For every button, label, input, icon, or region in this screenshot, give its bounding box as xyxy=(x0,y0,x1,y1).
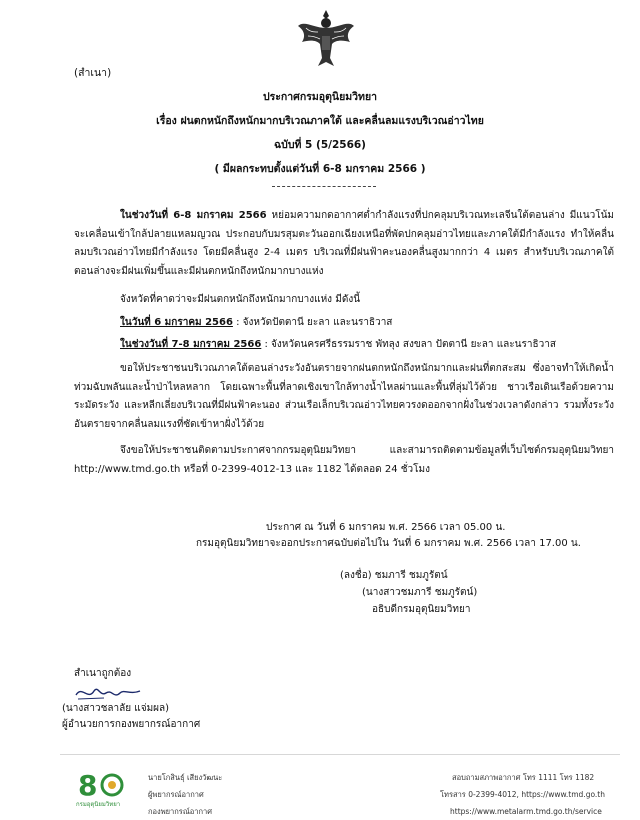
footer-divider xyxy=(60,754,620,755)
effective-date: ( มีผลกระทบตั้งแต่วันที่ 6-8 มกราคม 2566 ) xyxy=(214,163,426,175)
copy-label: (สำเนา) xyxy=(74,67,112,79)
footer-contact-fax[interactable] xyxy=(440,786,605,803)
certified-label: สำเนาถูกต้อง xyxy=(74,668,132,679)
garuda-emblem-icon xyxy=(296,6,356,70)
signature-signed: (ลงชื่อ) ชมภารี ชมภูรัตน์ xyxy=(340,570,448,581)
forecast-day-1-label: ในวันที่ 6 มกราคม 2566 xyxy=(120,317,233,328)
announce-time: ประกาศ ณ วันที่ 6 มกราคม พ.ศ. 2566 เวลา 05.00 น. xyxy=(266,522,506,533)
situation-text: หย่อมความกดอากาศต่ำกำลังแรงที่ปกคลุมบริเวณทะเลจีนใต้ตอนล่าง มีแนวโน้มจะเคลื่อนเข้าใกล้ปลายแหลมญวณ ประกอบกับมรสุมตะวันออกเฉียงเหนือที่พัดปกคลุมอ่าวไทยและภาคใต้มีกำลังแรง ทำให้คลื่นลมบริเวณอ่าวไทยมีกำลังแรง โดยมีคลื่นสูง 2-4 เมตร บริเวณที่มีฝนฟ้าคะนองคลื่นสูงมากกว่า 4 เมตร สำหรับบริเวณภาคใต้ตอนล่างจะมีฝนเพิ่มขึ้นและมีฝนตกหนักถึงหนักมากบางแห่ง xyxy=(74,210,614,277)
forecast-day-1 xyxy=(120,315,392,331)
forecast-day-2 xyxy=(120,337,556,353)
announcement-subject: เรื่อง ฝนตกหนักถึงหนักมากบริเวณภาคใต้ และคลื่นลมแรงบริเวณอ่าวไทย xyxy=(156,115,484,127)
forecast-day-1-provinces: : จังหวัดปัตตานี ยะลา และนราธิวาส xyxy=(232,317,393,328)
paragraph-warning: ขอให้ประชาชนบริเวณภาคใต้ตอนล่างระวังอันตรายจากฝนตกหนักถึงหนักมากและฝนที่ตกสะสม ซึ่งอาจทำให้เกิดน้ำท่วมฉับพลันและน้ำป่าไหลหลาก โดยเฉพาะพื้นที่ลาดเชิงเขาใกล้ทางน้ำไหลผ่านและพื้นที่ลุ่มไว้ด้วย ชาวเรือเดินเรือด้วยความระมัดระวัง และหลีกเลี่ยงบริเวณที่มีฝนฟ้าคะนอง ส่วนเรือเล็กบริเวณอ่าวไทยควรงดออกจากฝั่งในช่วงเวลาดังกล่าว รวมทั้งระวังอันตรายจากคลื่นลมแรงที่ซัดเข้าหาฝั่งไว้ด้วย xyxy=(74,363,614,430)
signature-name: (นางสาวชมภารี ชมภูรัตน์) xyxy=(362,587,478,598)
paragraph-follow-up: จึงขอให้ประชาชนติดตามประกาศจากกรมอุตุนิยมวิทยา และสามารถติดตามข้อมูลที่เว็บไซต์กรมอุตุนิยมวิทยา http://www.tmd.go.th หรือที่ 0-2399-4012-13 และ 1182 ได้ตลอด 24 ชั่วโมง xyxy=(74,445,614,475)
header-divider xyxy=(272,186,376,187)
footer-forecaster-name: นายโกสินธุ์ เสียงวัฒนะ xyxy=(148,773,223,782)
footer-contact-phone: สอบถามสภาพอากาศ โทร 1111 โทร 1182 xyxy=(452,773,595,782)
tmd-80-anniversary-logo-icon xyxy=(74,765,132,814)
issue-number: ฉบับที่ 5 (5/2566) xyxy=(274,139,366,151)
handwritten-signature-icon xyxy=(74,681,144,703)
logo-text: กรมอุตุนิยมวิทยา xyxy=(76,801,121,808)
forecast-day-2-label: ในช่วงวันที่ 7-8 มกราคม 2566 xyxy=(120,339,262,350)
certified-name: (นางสาวชลาลัย แจ่มผล) xyxy=(62,703,170,714)
agency-title: ประกาศกรมอุตุนิยมวิทยา xyxy=(262,91,378,103)
provinces-intro: จังหวัดที่คาดว่าจะมีฝนตกหนักถึงหนักมากบางแห่ง มีดังนี้ xyxy=(120,294,361,305)
footer-service-link[interactable]: https://www.metalarm.tmd.go.th/service xyxy=(450,807,602,816)
situation-lead: ในช่วงวันที่ 6-8 มกราคม 2566 xyxy=(120,210,267,221)
svg-text:8: 8 xyxy=(78,769,98,802)
signature-title: อธิบดีกรมอุตุนิยมวิทยา xyxy=(372,604,471,615)
footer-forecaster-role: ผู้พยากรณ์อากาศ xyxy=(148,790,204,799)
footer-forecaster-division: กองพยากรณ์อากาศ xyxy=(148,807,213,816)
certified-title: ผู้อำนวยการกองพยากรณ์อากาศ xyxy=(62,719,201,730)
footer-contact-fax-text[interactable]: โทรสาร 0-2399-4012, https://www.tmd.go.th xyxy=(440,790,605,799)
next-announcement: กรมอุตุนิยมวิทยาจะออกประกาศฉบับต่อไปใน วันที่ 6 มกราคม พ.ศ. 2566 เวลา 17.00 น. xyxy=(196,538,581,549)
paragraph-situation xyxy=(74,207,614,281)
forecast-day-2-provinces: : จังหวัดนครศรีธรรมราช พัทลุง สงขลา ปัตตานี ยะลา และนราธิวาส xyxy=(261,339,556,350)
